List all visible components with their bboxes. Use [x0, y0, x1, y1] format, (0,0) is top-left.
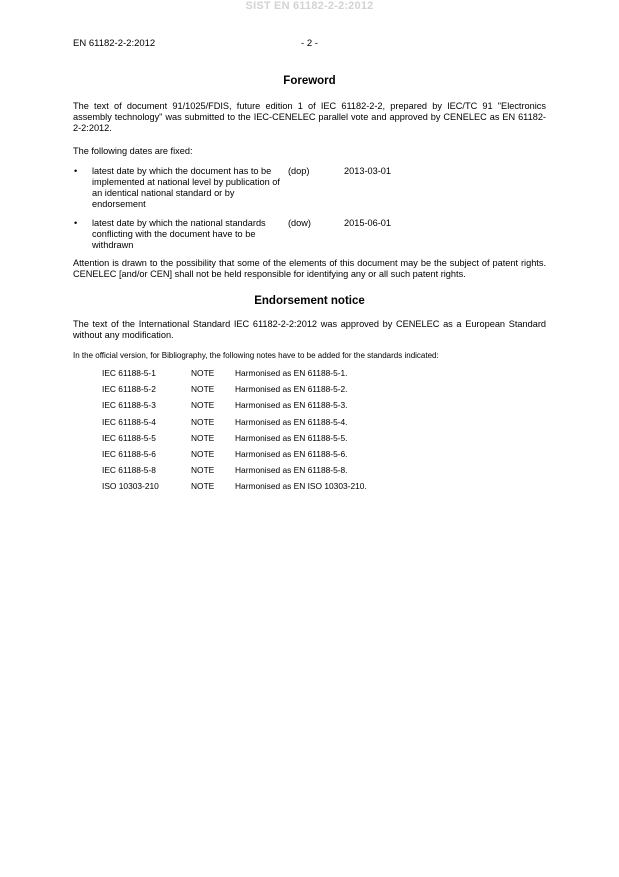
note-standard: IEC 61188-5-3 [102, 400, 156, 411]
dates-intro: The following dates are fixed: [73, 145, 193, 156]
foreword-text: The text of document 91/1025/FDIS, future edition 1 of IEC 61182-2-2, prepared by IEC/TC 91 "Electronics assembly technology" was submitted to the IEC-CENELEC parallel vote and approved by CENELEC as EN 61182-2-2:2012. [73, 101, 546, 134]
bibliography-intro: In the official version, for Bibliography, the following notes have to be added for the standards indicated: [73, 351, 439, 361]
date-abbreviation: (dow) [288, 217, 311, 228]
note-label: NOTE [191, 448, 215, 459]
date-description: latest date by which the document has to be implemented at national level by publication of an identical national standard or by endorsement [92, 165, 280, 210]
note-label: NOTE [191, 384, 215, 395]
note-row [102, 400, 546, 416]
foreword-title: Foreword [283, 75, 336, 87]
patent-attention-text: Attention is drawn to the possibility that some of the elements of this document may be the subject of patent rights. CENELEC [and/or CEN] shall not be held responsible for identifying any or all such patent rights. [73, 258, 546, 280]
note-standard: ISO 10303-210 [102, 481, 159, 492]
note-standard: IEC 61188-5-1 [102, 368, 156, 379]
page-content [73, 74, 546, 498]
note-text: Harmonised as EN ISO 10303-210. [235, 481, 367, 492]
date-value: 2013-03-01 [344, 165, 391, 176]
note-text: Harmonised as EN 61188-5-6. [235, 448, 348, 459]
note-standard: IEC 61188-5-4 [102, 416, 156, 427]
note-label: NOTE [191, 400, 215, 411]
date-abbreviation: (dop) [288, 165, 310, 176]
bibliography-notes [102, 368, 546, 498]
bullet-icon: • [74, 165, 78, 176]
watermark: SIST EN 61182-2-2:2012 [245, 0, 374, 12]
note-label: NOTE [191, 481, 215, 492]
note-text: Harmonised as EN 61188-5-4. [235, 416, 348, 427]
note-label: NOTE [191, 368, 215, 379]
note-standard: IEC 61188-5-6 [102, 448, 156, 459]
note-standard: IEC 61188-5-5 [102, 432, 156, 443]
note-text: Harmonised as EN 61188-5-8. [235, 465, 348, 476]
date-value: 2015-06-01 [344, 217, 391, 228]
note-row [102, 481, 546, 497]
note-row [102, 433, 546, 449]
note-row [102, 449, 546, 465]
note-row [102, 465, 546, 481]
note-text: Harmonised as EN 61188-5-2. [235, 384, 348, 395]
endorsement-title: Endorsement notice [254, 294, 365, 307]
note-label: NOTE [191, 432, 215, 443]
note-label: NOTE [191, 465, 215, 476]
bullet-icon: • [74, 217, 78, 228]
note-text: Harmonised as EN 61188-5-3. [235, 400, 348, 411]
header-doc-id: EN 61182-2-2:2012 [73, 38, 156, 49]
note-row [102, 417, 546, 433]
note-text: Harmonised as EN 61188-5-1. [235, 368, 348, 379]
note-standard: IEC 61188-5-8 [102, 465, 156, 476]
endorsement-text: The text of the International Standard IEC 61182-2-2:2012 was approved by CENELEC as a European Standard without any modification. [73, 318, 546, 340]
note-row [102, 384, 546, 400]
note-standard: IEC 61188-5-2 [102, 384, 156, 395]
date-item-dop [73, 166, 546, 211]
note-text: Harmonised as EN 61188-5-5. [235, 432, 348, 443]
note-row [102, 368, 546, 384]
header-page-number: - 2 - [301, 38, 318, 49]
date-item-dow [73, 218, 546, 252]
date-description: latest date by which the national standards conflicting with the document have to be withdrawn [92, 217, 266, 251]
note-label: NOTE [191, 416, 215, 427]
